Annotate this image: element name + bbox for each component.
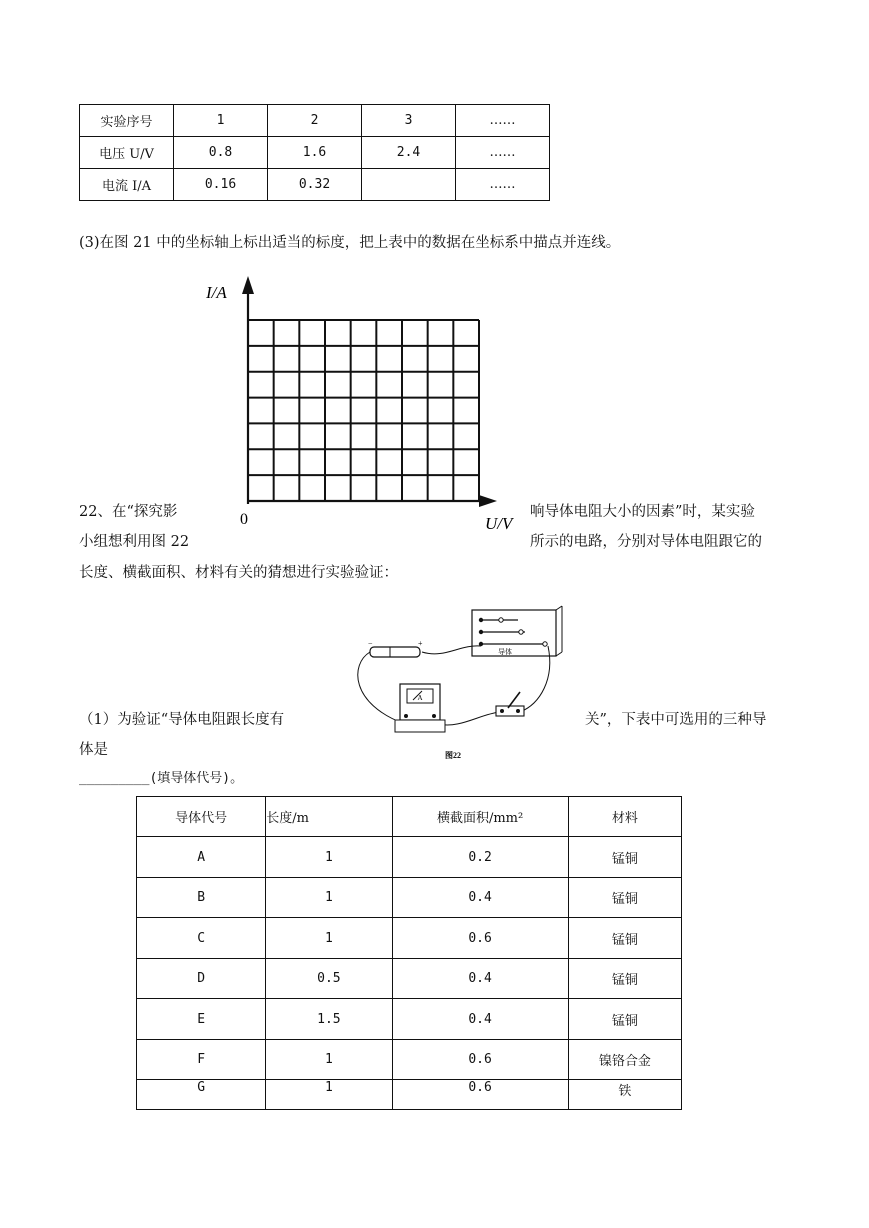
t2-cell: D xyxy=(137,959,266,999)
t2-cell: 镍铬合金 xyxy=(568,1040,681,1080)
t1-cell xyxy=(362,169,456,201)
q22-line3: 长度、横截面积、材料有关的猜想进行实验验证： xyxy=(79,565,398,581)
t1-cell: 0.16 xyxy=(174,169,268,201)
table-row xyxy=(137,878,682,918)
meter-label: A xyxy=(417,694,423,702)
t2-header: 导体代号 xyxy=(137,797,266,837)
question-3-text: (3)在图 21 中的坐标轴上标出适当的标度，把上表中的数据在坐标系中描点并连线。 xyxy=(79,235,621,251)
figure-caption: 图22 xyxy=(445,751,461,760)
table-row xyxy=(137,1040,682,1080)
t1-cell: 1 xyxy=(174,105,268,137)
t1-cell: 2 xyxy=(268,105,362,137)
q22-line2-left: 小组想利用图 22 xyxy=(79,534,190,550)
t2-cell: 1.5 xyxy=(266,999,392,1040)
battery xyxy=(370,647,420,657)
q22-line1-left: 22、在“探究影 xyxy=(79,504,178,520)
t2-cell: B xyxy=(137,878,266,918)
t2-header: 横截面积/mm² xyxy=(392,797,568,837)
q1-left: （1）为验证“导体电阻跟长度有 xyxy=(79,712,285,728)
t2-cell: 0.6 xyxy=(392,1040,568,1080)
circuit-figure-22 xyxy=(350,604,570,764)
t2-cell: 0.5 xyxy=(266,959,392,999)
t1-cell: 0.32 xyxy=(268,169,362,201)
t1-cell: 1.6 xyxy=(268,137,362,169)
t2-cell: A xyxy=(137,837,266,878)
t1-cell: 0.8 xyxy=(174,137,268,169)
svg-text:+: + xyxy=(418,639,423,648)
t2-cell: G xyxy=(137,1080,266,1110)
t2-cell: 1 xyxy=(266,1080,392,1110)
t1-cell: 2.4 xyxy=(362,137,456,169)
t2-header: 材料 xyxy=(568,797,681,837)
data-table-1 xyxy=(79,104,550,201)
t2-cell: 1 xyxy=(266,878,392,918)
t2-cell: 0.4 xyxy=(392,878,568,918)
t1-cell: 实验序号 xyxy=(80,105,174,137)
t2-cell: 0.2 xyxy=(392,837,568,878)
q1-line2: 体是 xyxy=(79,742,108,758)
q22-line1-right: 响导体电阻大小的因素”时，某实验 xyxy=(530,504,755,520)
t2-cell: 锰铜 xyxy=(568,918,681,959)
board-label: 导体 xyxy=(498,648,512,656)
t2-cell: 0.6 xyxy=(392,918,568,959)
t2-cell: 1 xyxy=(266,1040,392,1080)
t1-cell: …… xyxy=(456,105,550,137)
q1-right: 关”，下表中可选用的三种导 xyxy=(585,712,767,728)
t2-cell: 0.4 xyxy=(392,959,568,999)
t2-cell: C xyxy=(137,918,266,959)
t2-cell: 锰铜 xyxy=(568,959,681,999)
y-axis-arrow xyxy=(242,276,254,294)
x-axis-label: U/V xyxy=(485,514,513,533)
t2-cell: 锰铜 xyxy=(568,999,681,1040)
y-axis-label: I/A xyxy=(206,283,227,302)
t2-cell: 锰铜 xyxy=(568,878,681,918)
conductor-board xyxy=(472,610,556,656)
t2-cell: 1 xyxy=(266,837,392,878)
conductor-table xyxy=(136,796,682,1110)
graph-figure-21 xyxy=(200,272,530,534)
table-row xyxy=(137,1080,682,1110)
origin-label: 0 xyxy=(240,511,248,528)
t2-cell: 锰铜 xyxy=(568,837,681,878)
table-row xyxy=(137,837,682,878)
t2-cell: E xyxy=(137,999,266,1040)
t2-cell: 1 xyxy=(266,918,392,959)
answer-blank[interactable]: _________(填导体代号)。 xyxy=(79,771,244,786)
t1-cell: …… xyxy=(456,137,550,169)
table-row xyxy=(137,999,682,1040)
t1-cell: 电压 U/V xyxy=(80,137,174,169)
table-row xyxy=(137,918,682,959)
t1-cell: …… xyxy=(456,169,550,201)
t2-cell: 0.4 xyxy=(392,999,568,1040)
table-row xyxy=(137,959,682,999)
t2-cell: 铁 xyxy=(568,1080,681,1110)
q22-line2-right: 所示的电路，分别对导体电阻跟它的 xyxy=(530,534,762,550)
t2-cell: 0.6 xyxy=(392,1080,568,1110)
t2-header: 长度/m xyxy=(266,797,392,837)
t1-cell: 电流 I/A xyxy=(80,169,174,201)
grid xyxy=(248,320,479,501)
t2-cell: F xyxy=(137,1040,266,1080)
t1-cell: 3 xyxy=(362,105,456,137)
svg-text:−: − xyxy=(368,639,373,648)
x-axis-arrow xyxy=(479,495,497,507)
